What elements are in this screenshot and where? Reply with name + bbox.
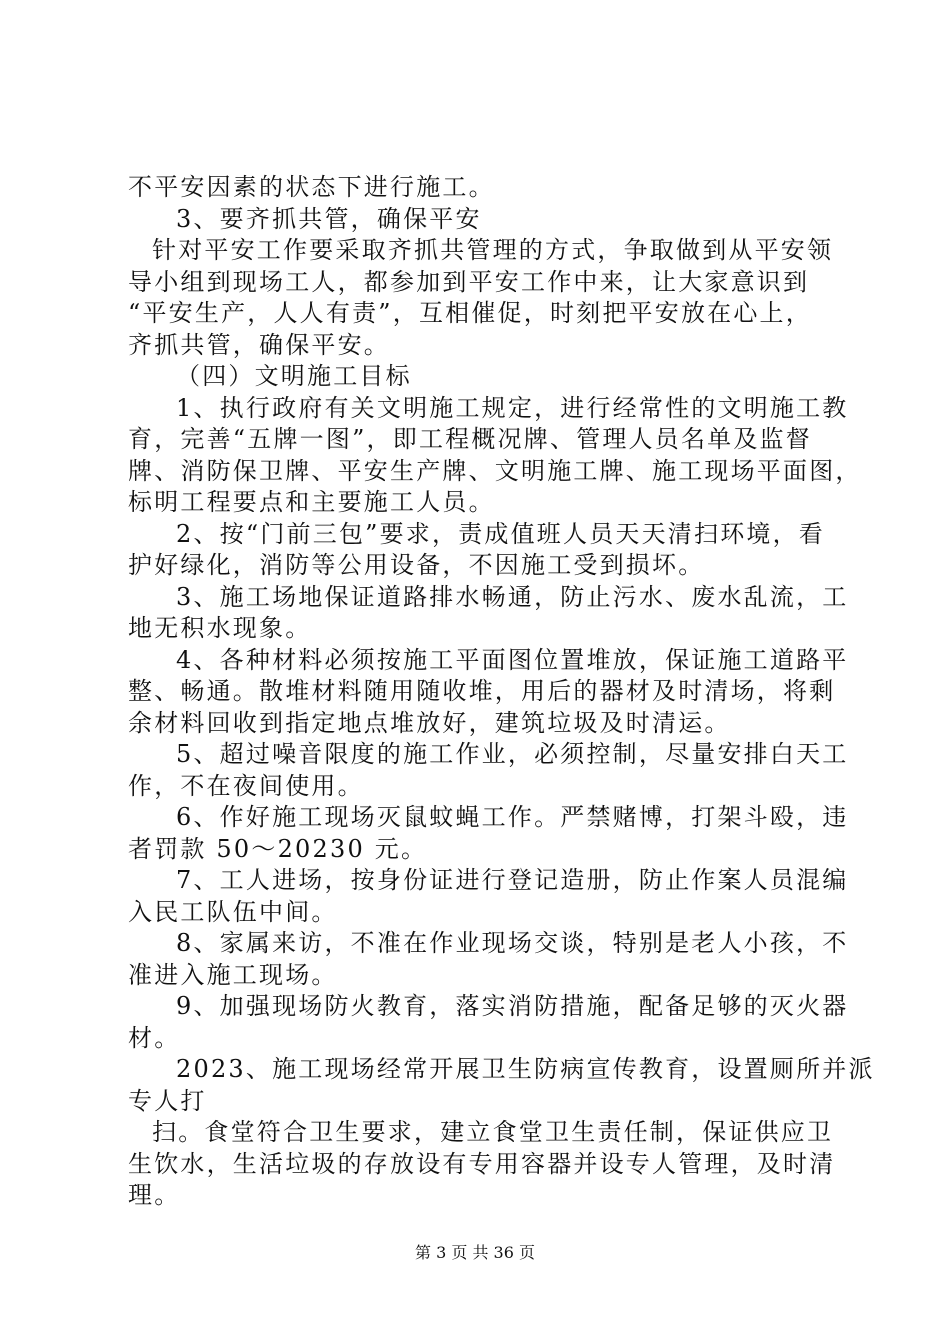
text-line: 7、工人进场，按身份证进行登记造册，防止作案人员混编 xyxy=(176,866,849,894)
text-line: 育，完善“五牌一图”，即工程概况牌、管理人员名单及监督 xyxy=(128,425,812,453)
text-line: 材。 xyxy=(128,1023,181,1052)
text-line: 专人打 xyxy=(128,1086,207,1115)
text-line: 5、超过噪音限度的施工作业，必须控制，尽量安排白天工 xyxy=(176,740,849,768)
text-line: 入民工队伍中间。 xyxy=(128,897,338,926)
document-body xyxy=(128,172,875,1212)
text-line: 9、加强现场防火教育，落实消防措施，配备足够的灭火器 xyxy=(176,992,849,1020)
text-line: 不平安因素的状态下进行施工。 xyxy=(128,173,495,201)
text-line: 齐抓共管，确保平安。 xyxy=(128,330,390,359)
text-line: 理。 xyxy=(128,1181,181,1209)
text-line: 作，不在夜间使用。 xyxy=(128,771,364,800)
text-line: “平安生产，人人有责”，互相催促，时刻把平安放在心上， xyxy=(128,299,812,327)
text-line: 扫。食堂符合卫生要求，建立食堂卫生责任制，保证供应卫 xyxy=(152,1118,834,1146)
text-line: 准进入施工现场。 xyxy=(128,960,338,989)
page-number-footer: 第 3 页 共 36 页 xyxy=(415,1243,535,1262)
text-line: 标明工程要点和主要施工人员。 xyxy=(128,488,495,516)
text-line: 针对平安工作要采取齐抓共管理的方式，争取做到从平安领 xyxy=(152,236,834,264)
section-heading: （四）文明施工目标 xyxy=(176,362,412,390)
text-line: 1、执行政府有关文明施工规定，进行经常性的文明施工教 xyxy=(176,393,849,422)
text-line: 者罚款 50～20230 元。 xyxy=(128,834,428,863)
text-line: 2023、施工现场经常开展卫生防病宣传教育，设置厕所并派 xyxy=(176,1055,875,1083)
text-line: 地无积水现象。 xyxy=(128,614,312,642)
text-line: 4、各种材料必须按施工平面图位置堆放，保证施工道路平 xyxy=(176,645,849,674)
text-line: 6、作好施工现场灭鼠蚊蝇工作。严禁赌博，打架斗殴，违 xyxy=(176,803,849,831)
text-line: 护好绿化，消防等公用设备，不因施工受到损坏。 xyxy=(128,551,705,579)
text-line: 导小组到现场工人，都参加到平安工作中来，让大家意识到 xyxy=(128,267,810,296)
text-line: 8、家属来访，不准在作业现场交谈，特别是老人小孩，不 xyxy=(176,929,849,957)
text-line: 余材料回收到指定地点堆放好，建筑垃圾及时清运。 xyxy=(128,708,731,737)
text-line: 2、按“门前三包”要求，责成值班人员天天清扫环境，看 xyxy=(176,519,826,548)
section-heading: 3、要齐抓共管，确保平安 xyxy=(176,204,482,233)
text-line: 牌、消防保卫牌、平安生产牌、文明施工牌、施工现场平面图， xyxy=(128,456,862,485)
text-line: 整、畅通。散堆材料随用随收堆，用后的器材及时清场，将剩 xyxy=(128,677,836,705)
text-line: 生饮水，生活垃圾的存放设有专用容器并设专人管理，及时清 xyxy=(128,1149,836,1178)
text-line: 3、施工场地保证道路排水畅通，防止污水、废水乱流，工 xyxy=(176,582,849,611)
